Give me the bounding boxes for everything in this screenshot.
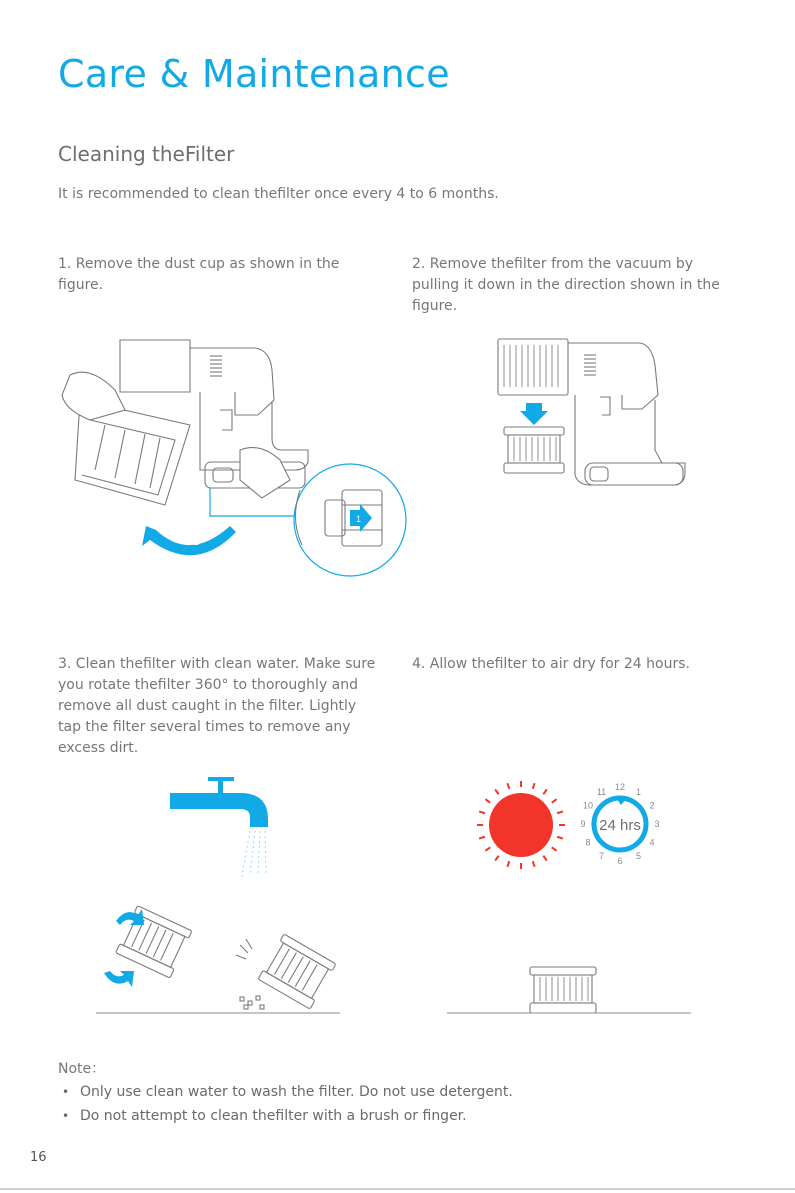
sun-ray [485, 799, 490, 803]
sun-ray [495, 789, 499, 794]
filter-tapping [258, 934, 336, 1009]
page-number: 16 [30, 1150, 47, 1165]
clock-number: 11 [596, 786, 607, 797]
step-2-text: 2. Remove thefilter from the vacuum by pulling it down in the direction shown in the figure. [412, 256, 720, 314]
step-3-figure [90, 775, 350, 1020]
down-arrow-icon [520, 403, 548, 425]
vacuum-top [120, 340, 190, 392]
sun-ray [552, 799, 557, 803]
marker-1: 1 [356, 514, 362, 524]
clock-number: 1 [635, 786, 642, 797]
clock-number: 3 [654, 819, 660, 829]
sun-icon [477, 781, 565, 869]
clock-number: 6 [617, 856, 623, 866]
step-1-text: 1. Remove the dust cup as shown in the figure. [58, 256, 340, 293]
sun-ray [507, 783, 509, 789]
sun-ray [479, 837, 485, 839]
sun-ray [479, 811, 485, 813]
step-4-text: 4. Allow thefilter to air dry for 24 hours. [412, 656, 690, 672]
sun-ray [495, 856, 499, 861]
hand [62, 372, 125, 420]
step-1-figure [50, 330, 410, 580]
sun-ray [485, 847, 490, 851]
note-heading: Note： [58, 1061, 106, 1077]
clock-number: 7 [598, 851, 605, 862]
marker-2: 2 [194, 537, 200, 547]
sun-ray [552, 847, 557, 851]
note-item: • Do not attempt to clean thefilter with a brush or finger. [58, 1106, 513, 1130]
faucet-icon [170, 777, 268, 827]
sun-ray [533, 861, 535, 867]
clock-number: 4 [649, 837, 655, 848]
rotate-arrow-top-icon [116, 909, 144, 925]
clock-number: 10 [582, 800, 593, 811]
sun-ray [543, 789, 547, 794]
clock-number: 9 [580, 819, 586, 829]
step-3-text: 3. Clean thefilter with clean water. Make sure you rotate thefilter 360° to thoroughly and remove all dust caught in the filter. Lightly tap the filter several times to remove any excess dirt. [58, 656, 376, 756]
rotate-arrow-icon [142, 526, 236, 555]
footer-rule [0, 1188, 795, 1190]
filter-drying [530, 967, 596, 1013]
intro-text: It is recommended to clean thefilter once every 4 to 6 months. [58, 186, 499, 202]
sun-ray [507, 861, 509, 867]
note-item: • Only use clean water to wash the filter. Do not use detergent. [58, 1082, 513, 1106]
sun-ray [533, 783, 535, 789]
clock-number: 8 [585, 837, 591, 848]
clock-center-label: 24 hrs [599, 817, 641, 834]
water-stream [242, 831, 266, 879]
sun-ray [543, 856, 547, 861]
note-list [58, 1082, 513, 1130]
clock-number: 5 [635, 851, 642, 862]
sun-ray [557, 837, 563, 839]
section-heading: Cleaning theFilter [58, 142, 235, 166]
clock-icon [580, 782, 659, 866]
step-2-figure [490, 335, 690, 495]
clock-number: 2 [649, 800, 655, 811]
clock-number: 12 [614, 782, 626, 792]
sun-ray [557, 811, 563, 813]
step-4-figure [445, 775, 695, 1020]
page-title: Care & Maintenance [58, 52, 450, 96]
rotate-arrow-bottom-icon [104, 971, 134, 987]
